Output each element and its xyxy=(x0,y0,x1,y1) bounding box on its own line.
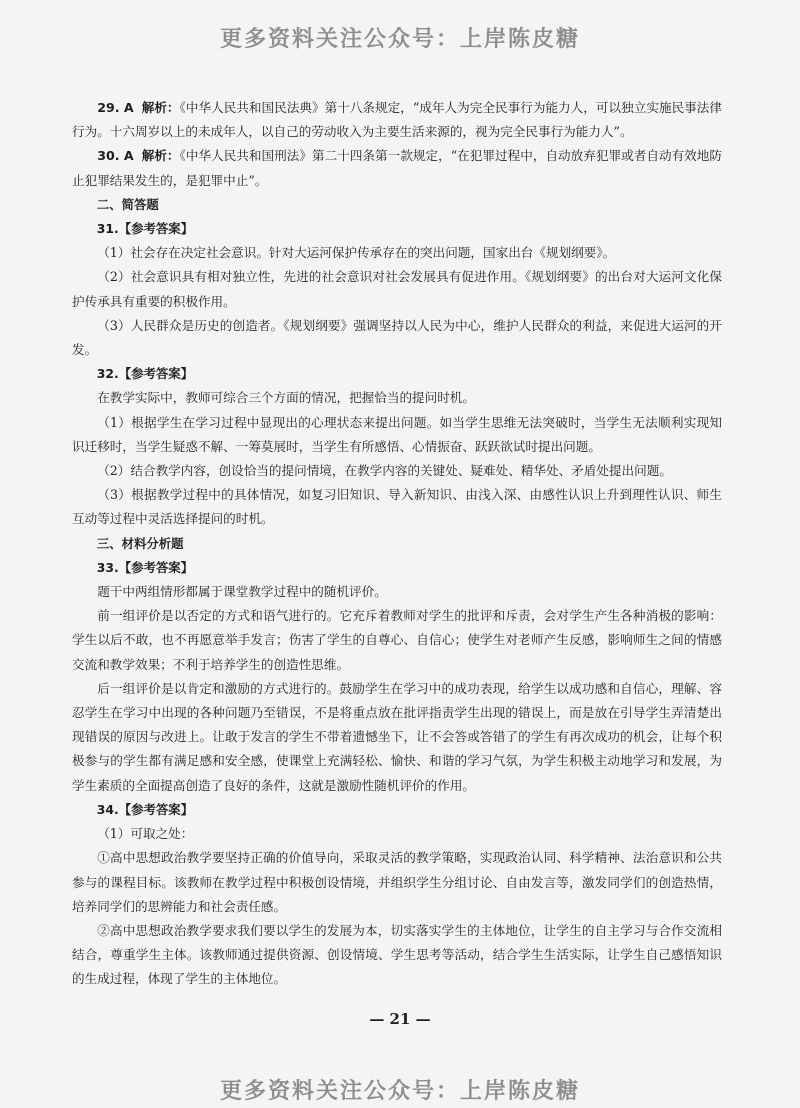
answer-30-label: 解析： xyxy=(141,148,180,164)
answer-33-paragraph-1: 前一组评价是以否定的方式和语气进行的。它充斥着教师对学生的批评和斥责，会对学生产生各种消极的影响：学生以后不敢，也不再愿意举手发言；伤害了学生的自尊心、自信心；使学生对老师产生反感，影响师生之间的情感交流和教学效果；不利于培养学生的创造性思维。 xyxy=(72,608,722,672)
answer-34-paragraph-1: ①高中思想政治教学要坚持正确的价值导向，采取灵活的教学策略，实现政治认同、科学精神、法治意识和公共参与的课程目标。该教师在教学过程中积极创设情境，并组织学生分组讨论、自由发言等，激发同学们的创造热情，培养同学们的思辨能力和社会责任感。 xyxy=(72,850,722,914)
answer-31-heading: 31.【参考答案】 xyxy=(96,221,194,237)
answer-32-point-2: （2）结合教学内容，创设恰当的提问情境，在教学内容的关键处、疑难处、精华处、矛盾处提出问题。 xyxy=(97,463,672,479)
answer-33-paragraph-2: 后一组评价是以肯定和激励的方式进行的。鼓励学生在学习中的成功表现，给学生以成功感和自信心，理解、容忍学生在学习中出现的各种问题乃至错误，不是将重点放在批评指责学生出现的错误上，而是放在引导学生弄清楚出现错误的原因与改进上。让敢于发言的学生不带着遗憾坐下，让不会答或答错了的学生有再次成功的机会，让每个积极参与的学生都有满足感和安全感，使课堂上充满轻松、愉快、和谐的学习气氛，为学生积极主动地学习和发展，为学生素质的全面提高创造了良好的条件，这就是激励性随机评价的作用。 xyxy=(72,680,722,793)
watermark-bottom: 更多资料关注公众号：上岸陈皮糖 xyxy=(219,1079,580,1104)
answer-29-text: 《中华人民共和国民法典》第十八条规定，“成年人为完全民事行为能力人，可以独立实施民事法律行为。十六周岁以上的未成年人，以自己的劳动收入为主要生活来源的，视为完全民事行为能力人”。 xyxy=(72,100,722,140)
answer-30-number: 30. A xyxy=(97,148,134,164)
section-heading-material-analysis: 三、材料分析题 xyxy=(96,535,184,551)
answer-34-subheading: （1）可取之处： xyxy=(97,826,194,842)
answer-30 xyxy=(72,144,722,192)
page-number: — 21 — xyxy=(369,1010,431,1028)
answer-29-number: 29. A xyxy=(97,100,134,115)
answer-31-point-1: （1）社会存在决定社会意识。针对大运河保护传承存在的突出问题，国家出台《规划纲要》。 xyxy=(97,245,616,261)
answer-29 xyxy=(72,96,722,144)
section-heading-short-answer: 二、简答题 xyxy=(96,196,159,212)
answer-32-point-1: （1）根据学生在学习过程中显现出的心理状态来提出问题。如当学生思维无法突破时，当学生无法顺利实现知识迁移时，当学生疑惑不解、一筹莫展时，当学生有所感悟、心情振奋、跃跃欲试时提出问题。 xyxy=(72,414,722,454)
answer-34-paragraph-2: ②高中思想政治教学要求我们要以学生的发展为本，切实落实学生的主体地位，让学生的自主学习与合作交流相结合，尊重学生主体。该教师通过提供资源、创设情境、学生思考等活动，结合学生生活实际，让学生自己感悟知识的生成过程，体现了学生的主体地位。 xyxy=(72,922,722,987)
watermark-top: 更多资料关注公众号：上岸陈皮糖 xyxy=(219,27,580,52)
answer-31-point-2: （2）社会意识具有相对独立性，先进的社会意识对社会发展具有促进作用。《规划纲要》的出台对大运河文化保护传承具有重要的积极作用。 xyxy=(72,269,722,309)
document-body xyxy=(72,96,722,992)
answer-32-intro: 在教学实际中，教师可综合三个方面的情况，把握恰当的提问时机。 xyxy=(97,390,475,406)
answer-30-text: 《中华人民共和国刑法》第二十四条第一款规定，“在犯罪过程中，自动放弃犯罪或者自动有效地防止犯罪结果发生的，是犯罪中止”。 xyxy=(72,148,722,188)
answer-29-label: 解析： xyxy=(141,100,180,115)
answer-33-intro: 题干中两组情形都属于课堂教学过程中的随机评价。 xyxy=(97,584,387,600)
answer-32-point-3: （3）根据教学过程中的具体情况，如复习旧知识、导入新知识、由浅入深、由感性认识上升到理性认识、师生互动等过程中灵活选择提问的时机。 xyxy=(72,487,722,527)
answer-31-point-3: （3）人民群众是历史的创造者。《规划纲要》强调坚持以人民为中心，维护人民群众的利益，来促进大运河的开发。 xyxy=(72,317,722,358)
answer-34-heading: 34.【参考答案】 xyxy=(96,801,194,817)
answer-33-heading: 33.【参考答案】 xyxy=(96,559,194,575)
answer-32-heading: 32.【参考答案】 xyxy=(96,366,194,382)
